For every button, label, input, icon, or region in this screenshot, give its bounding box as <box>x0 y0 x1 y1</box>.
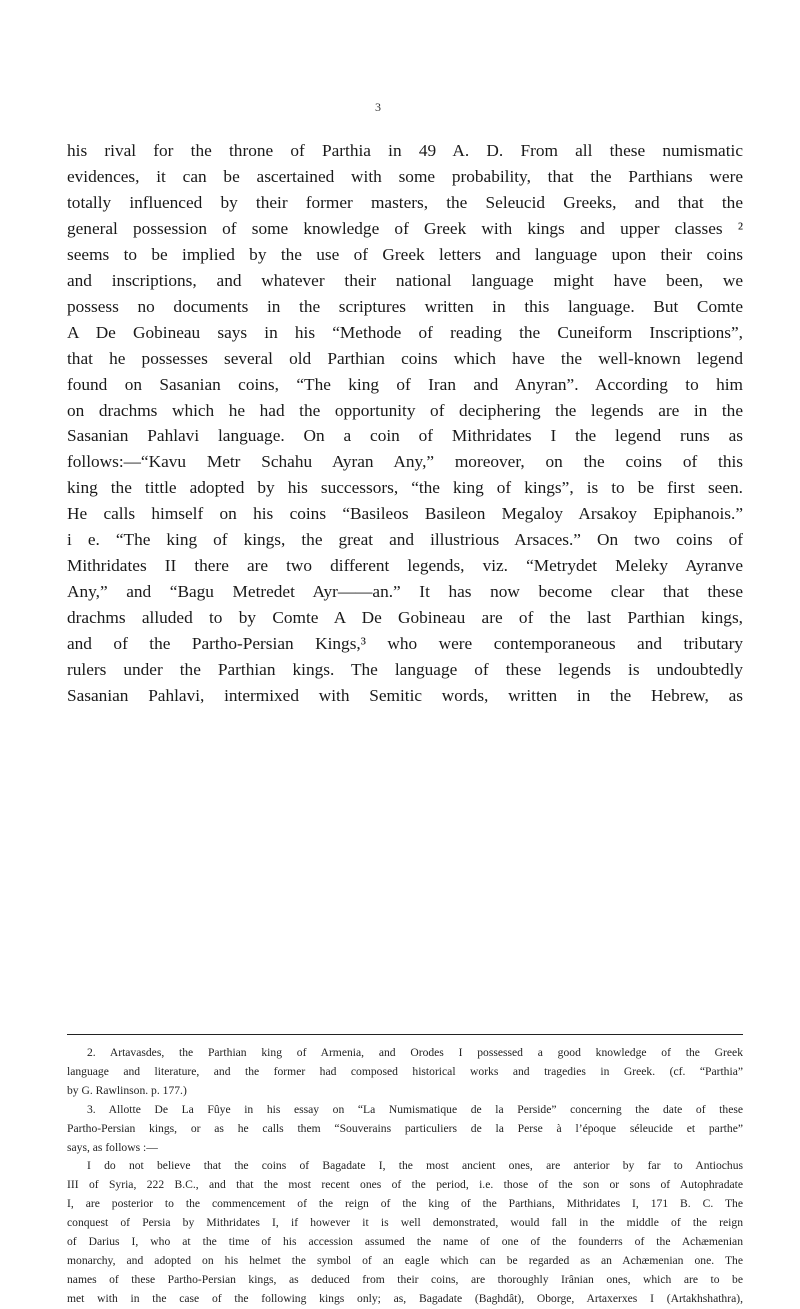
body-line: totally influenced by their former masters, the Seleucid Greeks, and that the <box>67 192 743 212</box>
footnote-line: Partho-Persian kings, or as he calls them “Souverains particuliers de la Perse à l’époque séleucide et parthe” <box>67 1121 743 1135</box>
body-line: evidences, it can be ascertained with some probability, that the Parthians were <box>67 166 743 186</box>
body-line: found on Sasanian coins, “The king of Iran and Anyran”. According to him <box>67 374 743 394</box>
footnote-line: says, as follows :— <box>67 1140 158 1154</box>
body-text <box>67 138 743 709</box>
footnote-3 <box>67 1101 743 1158</box>
footnote-line: of Darius I, who at the time of his accession assumed the name of one of the founderrs of the Achæmenian <box>67 1235 743 1249</box>
body-line: follows:—“Kavu Metr Schahu Ayran Any,” moreover, on the coins of this <box>67 452 743 472</box>
body-line: his rival for the throne of Parthia in 49 A. D. From all these numismatic <box>67 141 743 160</box>
footnote-line: language and literature, and the former had composed historical works and tragedies in Greek. (cf. “Parthia” <box>67 1064 743 1078</box>
footnote-2 <box>67 1044 743 1101</box>
footnote-line: met with in the case of the following kings only; as, Bagadate (Baghdât), Oborge, Artaxerxes I (Artakhshathra), <box>67 1291 743 1305</box>
body-line: i e. “The king of kings, the great and illustrious Arsaces.” On two coins of <box>67 530 743 550</box>
footnote-line: 3. Allotte De La Fûye in his essay on “La Numismatique de la Perside” concerning the date of these <box>87 1102 743 1116</box>
footnote-line: I, are posterior to the commencement of the reign of the king of the Parthians, Mithridates I, 171 B. C. The <box>67 1197 743 1211</box>
body-line: possess no documents in the scriptures written in this language. But Comte <box>67 296 743 316</box>
body-line: general possession of some knowledge of Greek with kings and upper classes ² <box>67 218 743 238</box>
page-number: 3 <box>375 100 381 114</box>
footnote-3-quote <box>67 1157 743 1308</box>
body-line: and of the Partho-Persian Kings,³ who were contemporaneous and tributary <box>67 634 743 654</box>
body-line: king the tittle adopted by his successors, “the king of kings”, is to be first seen. <box>67 478 743 498</box>
body-line: Sasanian Pahlavi, intermixed with Semitic words, written in the Hebrew, as <box>67 686 743 706</box>
body-line: seems to be implied by the use of Greek letters and language upon their coins <box>67 244 743 264</box>
body-line: Sasanian Pahlavi language. On a coin of Mithridates I the legend runs as <box>67 426 743 446</box>
body-line: He calls himself on his coins “Basileos Basileon Megaloy Arsakoy Epiphanois.” <box>67 504 743 524</box>
footnote-line: I do not believe that the coins of Bagadate I, the most ancient ones, are anterior by far to Antiochus <box>87 1159 743 1173</box>
body-line: Any,” and “Bagu Metredet Ayr——an.” It has now become clear that these <box>67 582 743 602</box>
footnote-line: monarchy, and adopted on his helmet the symbol of an eagle which can be regarded as an Achæmenian one. The <box>67 1253 743 1267</box>
body-line: that he possesses several old Parthian coins which have the well-known legend <box>67 348 743 368</box>
body-line: rulers under the Parthian kings. The language of these legends is undoubtedly <box>67 660 743 680</box>
body-line: on drachms which he had the opportunity of deciphering the legends are in the <box>67 400 743 420</box>
body-line: drachms alluded to by Comte A De Gobineau are of the last Parthian kings, <box>67 608 743 628</box>
body-line: Mithridates II there are two different legends, viz. “Metrydet Meleky Ayranve <box>67 556 743 576</box>
footnote-divider <box>67 1034 743 1035</box>
footnote-line: III of Syria, 222 B.C., and that the most recent ones of the period, i.e. those of the son or sons of Autophradate <box>67 1178 743 1192</box>
footnotes <box>67 1044 743 1309</box>
footnote-line: names of these Partho-Persian kings, as deduced from their coins, are thoroughly Irânian ones, which are to be <box>67 1272 743 1286</box>
body-line: and inscriptions, and whatever their national language might have been, we <box>67 270 743 290</box>
body-line: A De Gobineau says in his “Methode of reading the Cuneiform Inscriptions”, <box>67 322 743 342</box>
footnote-line: by G. Rawlinson. p. 177.) <box>67 1083 187 1097</box>
footnote-line: conquest of Persia by Mithridates I, if however it is well demonstrated, would fall in the middle of the reign <box>67 1216 743 1230</box>
footnote-line: 2. Artavasdes, the Parthian king of Armenia, and Orodes I possessed a good knowledge of the Greek <box>87 1046 743 1059</box>
